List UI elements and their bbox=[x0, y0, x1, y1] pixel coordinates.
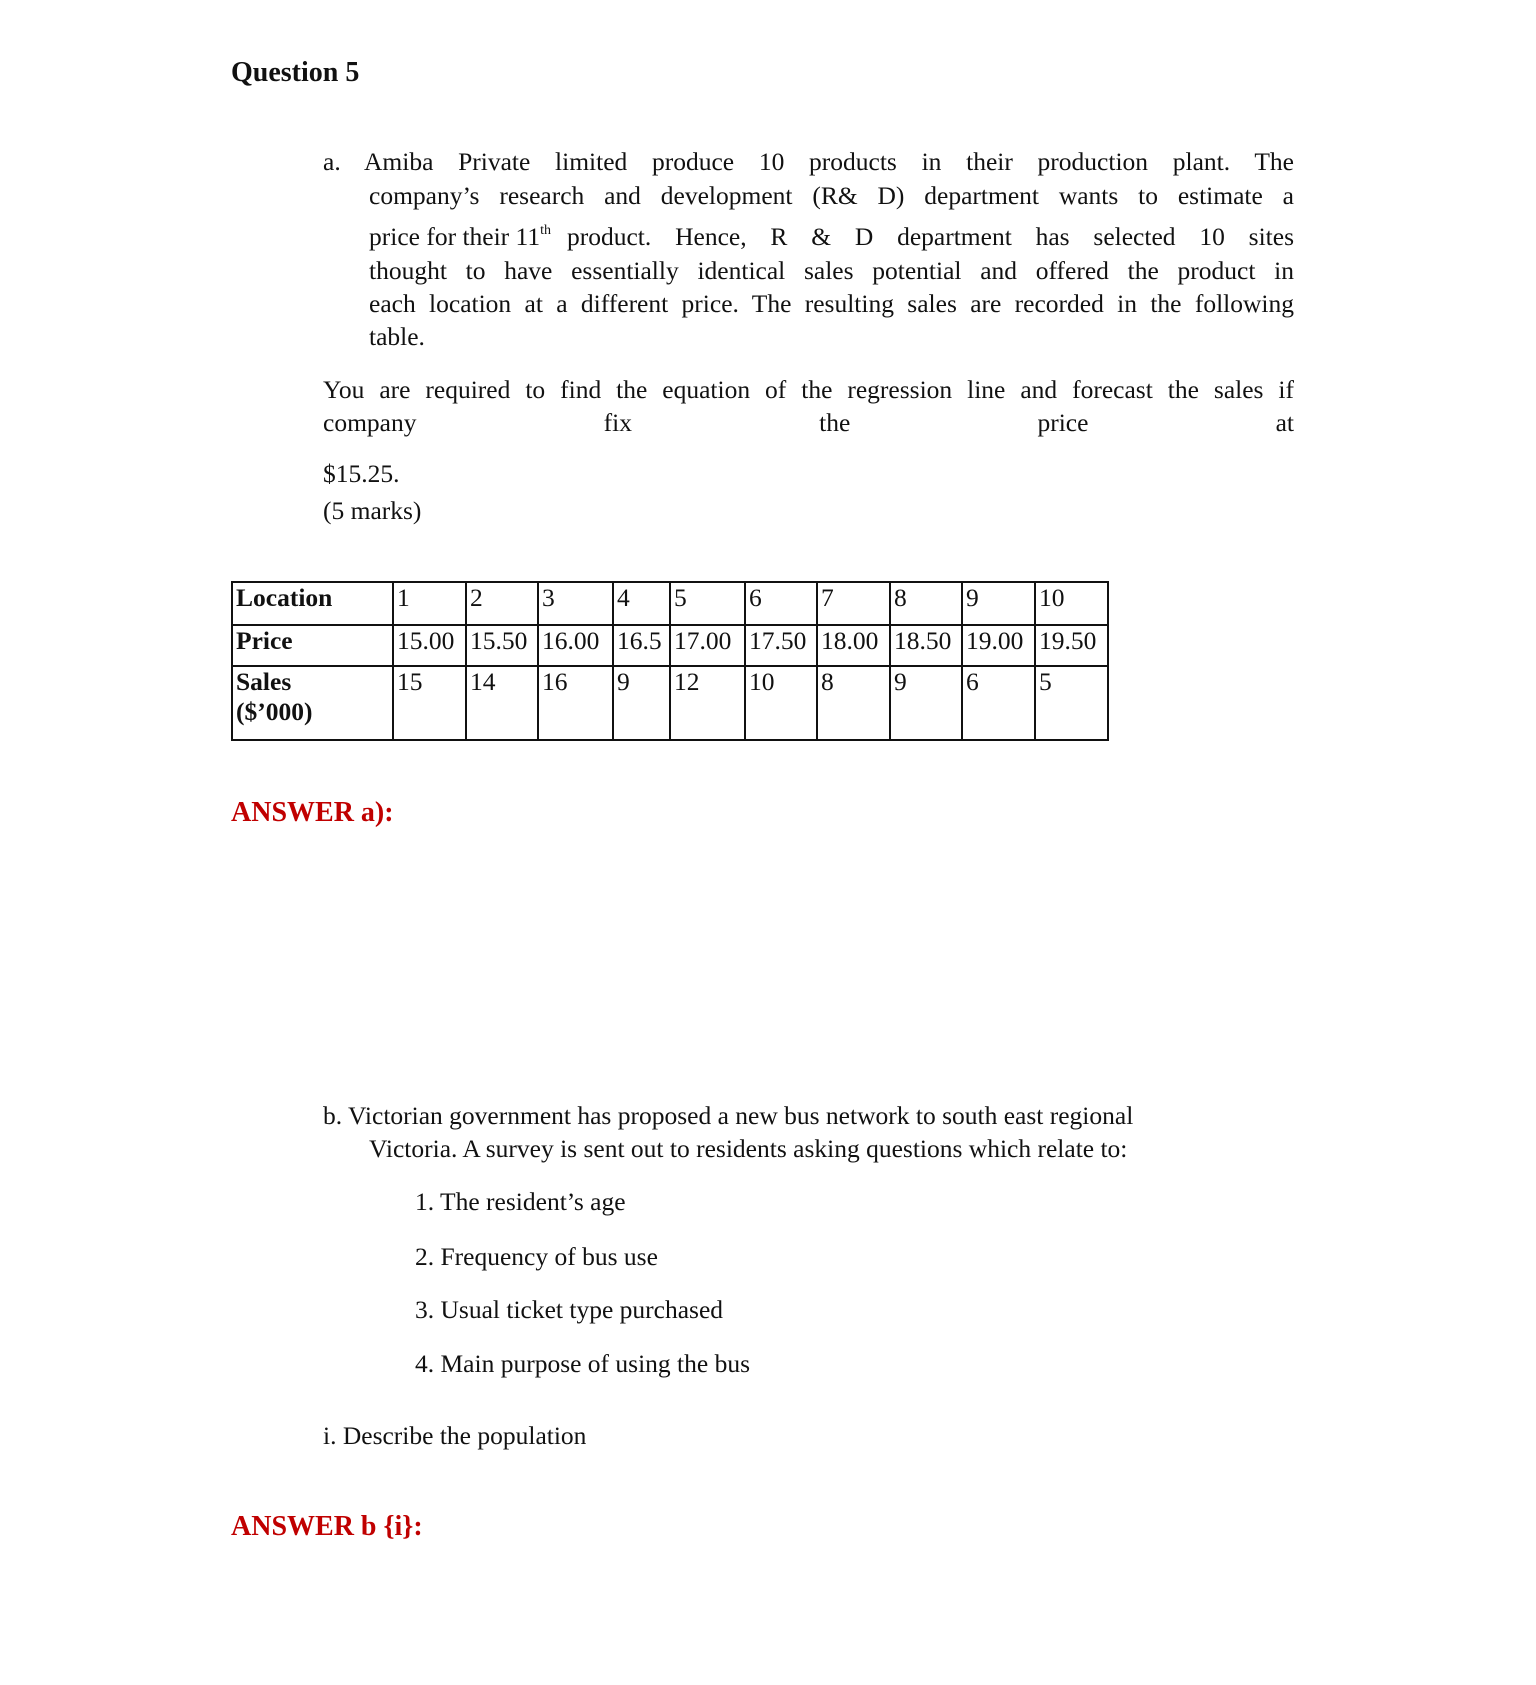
table-cell-sales: 6 bbox=[962, 666, 1035, 740]
part-a-line bbox=[369, 222, 1294, 252]
part-a-line: thought to have essentially identical sales potential and offered the product in bbox=[369, 256, 1294, 285]
table-cell-location: 8 bbox=[890, 582, 962, 625]
question-b-i: i. Describe the population bbox=[323, 1421, 587, 1450]
table-cell-sales: 16 bbox=[538, 666, 613, 740]
part-a-line: table. bbox=[369, 322, 425, 351]
answer-b-i-heading: ANSWER b {i}: bbox=[231, 1511, 423, 1542]
table-cell-price: 19.50 bbox=[1035, 625, 1108, 666]
table-cell-location: 2 bbox=[466, 582, 538, 625]
part-a-line: a. Amiba Private limited produce 10 products in their production plant. The bbox=[323, 147, 1294, 176]
table-cell-price: 15.50 bbox=[466, 625, 538, 666]
table-cell-location: 3 bbox=[538, 582, 613, 625]
table-cell-price: 18.50 bbox=[890, 625, 962, 666]
table-cell-sales: 10 bbox=[745, 666, 817, 740]
table-cell-price: 17.50 bbox=[745, 625, 817, 666]
marks: (5 marks) bbox=[323, 496, 422, 525]
question-title: Question 5 bbox=[231, 57, 360, 88]
part-a-line: each location at a different price. The resulting sales are recorded in the following bbox=[369, 289, 1294, 318]
table-cell-price: 15.00 bbox=[393, 625, 466, 666]
row-label: Sales ($’000) bbox=[232, 666, 393, 740]
table-cell-price: 17.00 bbox=[670, 625, 745, 666]
table-cell-sales: 12 bbox=[670, 666, 745, 740]
table-cell-sales: 5 bbox=[1035, 666, 1108, 740]
table-cell-location: 4 bbox=[613, 582, 670, 625]
requirement-line: You are required to find the equation of the regression line and forecast the sales if bbox=[323, 375, 1294, 404]
survey-item: 1. The resident’s age bbox=[415, 1187, 626, 1216]
table-cell-price: 16.00 bbox=[538, 625, 613, 666]
requirement-line: company fix the price at bbox=[323, 408, 1294, 437]
table-cell-price: 18.00 bbox=[817, 625, 890, 666]
table-cell-sales: 14 bbox=[466, 666, 538, 740]
table-cell-sales: 9 bbox=[613, 666, 670, 740]
table-cell-location: 9 bbox=[962, 582, 1035, 625]
survey-item: 2. Frequency of bus use bbox=[415, 1242, 658, 1271]
table-cell-location: 10 bbox=[1035, 582, 1108, 625]
table-cell-sales: 8 bbox=[817, 666, 890, 740]
price-sales-table bbox=[231, 581, 1109, 741]
part-a-line: company’s research and development (R& D) department wants to estimate a bbox=[369, 181, 1294, 210]
row-label: Price bbox=[232, 625, 393, 666]
answer-a-heading: ANSWER a): bbox=[231, 797, 394, 828]
table-cell-price: 19.00 bbox=[962, 625, 1035, 666]
table-cell-sales: 15 bbox=[393, 666, 466, 740]
row-label: Location bbox=[232, 582, 393, 625]
table-cell-location: 5 bbox=[670, 582, 745, 625]
table-cell-price: 16.5 bbox=[613, 625, 670, 666]
part-b-line: b. Victorian government has proposed a new bus network to south east regional bbox=[323, 1101, 1134, 1130]
table-cell-location: 6 bbox=[745, 582, 817, 625]
forecast-price: $15.25. bbox=[323, 459, 400, 488]
part-a-line3-prefix: price for their 11th bbox=[369, 222, 551, 251]
part-b-line: Victoria. A survey is sent out to residents asking questions which relate to: bbox=[369, 1134, 1128, 1163]
table-cell-location: 1 bbox=[393, 582, 466, 625]
survey-item: 3. Usual ticket type purchased bbox=[415, 1295, 724, 1324]
survey-item: 4. Main purpose of using the bus bbox=[415, 1349, 751, 1378]
part-a-line3-rest: product. Hence, R & D department has selected 10 sites bbox=[567, 222, 1294, 251]
table-cell-location: 7 bbox=[817, 582, 890, 625]
table-cell-sales: 9 bbox=[890, 666, 962, 740]
